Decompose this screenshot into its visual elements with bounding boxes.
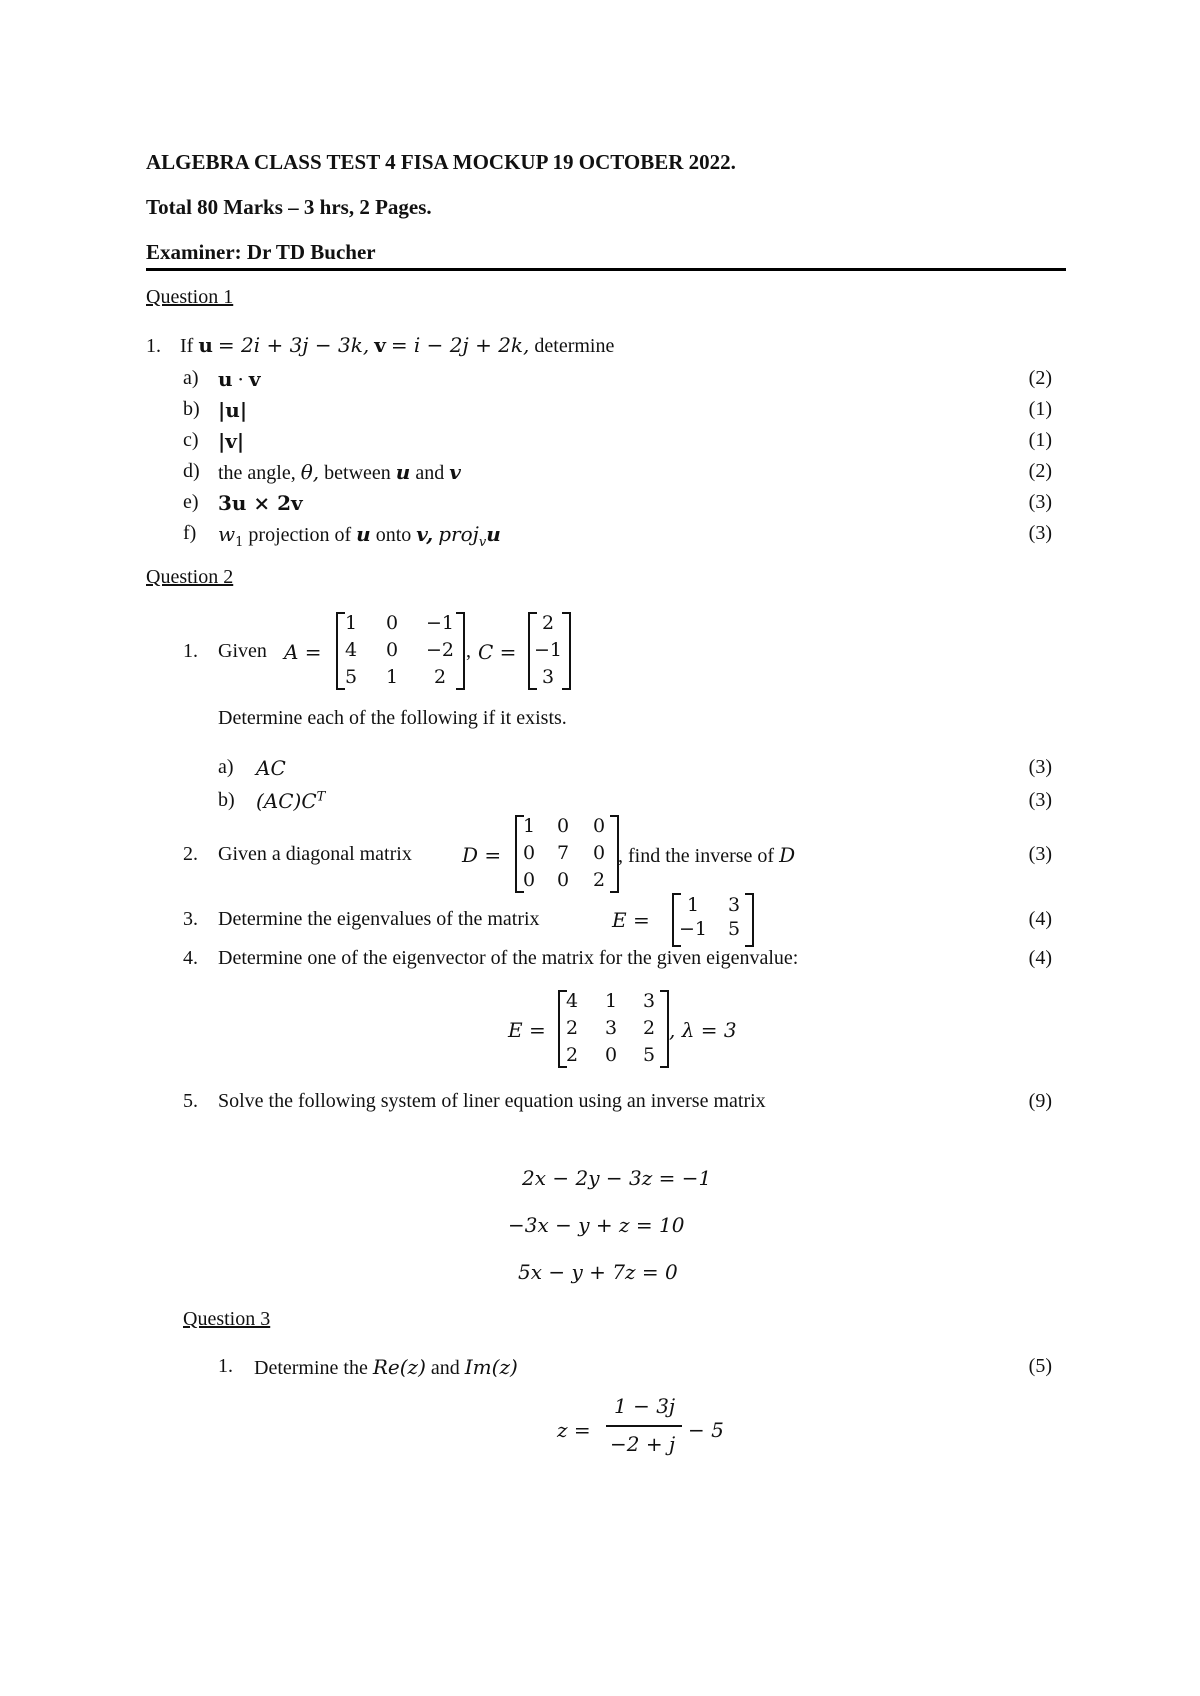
q2-5-text: Solve the following system of liner equation using an inverse matrix: [218, 1090, 766, 1112]
q2-1a-expr: AC: [256, 756, 286, 780]
q1-d-text2: between: [324, 462, 391, 484]
q1-a-expr: [218, 367, 261, 392]
matrix-D-cell: 1: [522, 815, 536, 837]
q3-1-and: and: [430, 1357, 460, 1379]
q1-e-mark: (3): [1028, 491, 1052, 513]
matrix-E3-cell: 4: [565, 990, 579, 1012]
q2-1-given: Given: [218, 640, 267, 662]
q1-u-def: = 2i + 3j − 3k,: [217, 333, 370, 357]
matrix-C-cell: 3: [541, 666, 555, 688]
matrix-D-cell: 0: [556, 815, 570, 837]
header-rule: [146, 268, 1066, 271]
exam-title: ALGEBRA CLASS TEST 4 FISA MOCKUP 19 OCTOBER 2022.: [146, 150, 736, 174]
q1-f-proj: proj: [438, 522, 479, 546]
matrix-E2-cell: 5: [727, 918, 741, 940]
matrix-A-right-bracket: [456, 612, 465, 690]
q1-f-w-sub: 1: [235, 535, 244, 550]
matrix-D-cell: 2: [592, 869, 606, 891]
matrix-A-cell: −2: [425, 639, 454, 661]
q1-f-u2: u: [486, 522, 501, 546]
q1-u: u: [198, 333, 213, 357]
q1-a-v: v: [248, 367, 261, 391]
q1-c-label: c): [183, 429, 199, 451]
q1-c-mark: (1): [1028, 429, 1052, 451]
q2-1-C-label: C =: [478, 640, 517, 664]
q1-b-label: b): [183, 398, 200, 420]
q2-1b-mark: (3): [1028, 789, 1052, 811]
q2-2-D2: D: [779, 843, 796, 867]
q2-4-E-label: E =: [508, 1018, 546, 1042]
q2-5-mark: (9): [1028, 1090, 1052, 1112]
matrix-D-cell: 0: [592, 815, 606, 837]
matrix-E3-cell: 2: [565, 1044, 579, 1066]
q2-2-text2-label: , find the inverse of: [618, 845, 775, 867]
matrix-E3-cell: 0: [604, 1044, 618, 1066]
q1-d-expr: [218, 460, 461, 485]
q1-f-w: w: [218, 522, 236, 546]
q2-1-determine: Determine each of the following if it exists.: [218, 707, 567, 729]
q1-v-def: = i − 2j + 2k,: [390, 333, 530, 357]
z-fraction-bar: [606, 1425, 682, 1427]
q2-1-num: 1.: [183, 640, 198, 662]
q2-2-text1: Given a diagonal matrix: [218, 843, 412, 865]
z-numerator: 1 − 3j: [614, 1394, 676, 1418]
q1-if: If: [180, 335, 194, 357]
q2-1b-expr: [256, 789, 325, 813]
matrix-E3-right-bracket: [660, 990, 669, 1068]
matrix-D-cell: 0: [592, 842, 606, 864]
q3-1-re: Re(z): [372, 1355, 426, 1379]
q1-d-theta: θ,: [300, 460, 320, 484]
matrix-A-cell: 1: [344, 612, 358, 634]
matrix-E2-cell: 1: [686, 894, 700, 916]
q1-b-mark: (1): [1028, 398, 1052, 420]
q1-f-expr: [218, 522, 501, 550]
matrix-A-cell: 4: [344, 639, 358, 661]
matrix-C-cell: 2: [541, 612, 555, 634]
equation-3: 5x − y + 7z = 0: [518, 1260, 678, 1284]
q3-1-num: 1.: [218, 1355, 233, 1377]
z-tail: − 5: [688, 1418, 724, 1442]
q2-4-mark: (4): [1028, 947, 1052, 969]
q1-num: 1.: [146, 335, 161, 357]
q1-b-expr: |u|: [218, 398, 248, 422]
q1-d-text3: and: [415, 462, 445, 484]
question-1-heading: Question 1: [146, 286, 234, 308]
q2-4-text: Determine one of the eigenvector of the matrix for the given eigenvalue:: [218, 947, 799, 969]
q1-f-label: f): [183, 522, 197, 544]
equation-2: −3x − y + z = 10: [508, 1213, 685, 1237]
matrix-C-right-bracket: [562, 612, 571, 690]
q2-3-E-label: E =: [612, 908, 650, 932]
matrix-E3-cell: 2: [642, 1017, 656, 1039]
question-2-heading: Question 2: [146, 566, 234, 588]
q1-d-text1: the angle,: [218, 462, 296, 484]
matrix-D-cell: 0: [522, 869, 536, 891]
matrix-A-cell: 0: [385, 612, 399, 634]
q1-f-text1: projection of: [248, 524, 352, 546]
q2-1-A-label: A =: [284, 640, 322, 664]
matrix-E3-cell: 3: [642, 990, 656, 1012]
matrix-E2-cell: −1: [678, 918, 707, 940]
q2-1a-label: a): [218, 756, 234, 778]
matrix-A-cell: 0: [385, 639, 399, 661]
q2-1b-label: b): [218, 789, 235, 811]
q1-d-label: d): [183, 460, 200, 482]
q1-a-u: u: [218, 367, 233, 391]
matrix-E3-cell: 5: [642, 1044, 656, 1066]
q1-f-proj-sub: v: [478, 535, 487, 550]
q1-a-label: a): [183, 367, 199, 389]
q2-1-comma: ,: [466, 640, 471, 662]
q2-3-text: Determine the eigenvalues of the matrix: [218, 908, 540, 930]
q2-4-lambda: , λ = 3: [669, 1018, 737, 1042]
q1-e-expr: 3u × 2v: [218, 491, 303, 515]
q2-2-mark: (3): [1028, 843, 1052, 865]
exam-total: Total 80 Marks – 3 hrs, 2 Pages.: [146, 195, 432, 219]
q2-1a-mark: (3): [1028, 756, 1052, 778]
q1-a-mark: (2): [1028, 367, 1052, 389]
matrix-E2-right-bracket: [745, 893, 754, 947]
q2-2-num: 2.: [183, 843, 198, 865]
q2-2-text2: [618, 843, 795, 868]
matrix-E3-cell: 3: [604, 1017, 618, 1039]
q1-d-u: u: [395, 460, 411, 484]
matrix-D-cell: 0: [556, 869, 570, 891]
q1-determine: determine: [534, 335, 615, 357]
q1-f-mark: (3): [1028, 522, 1052, 544]
matrix-A-cell: 5: [344, 666, 358, 688]
examiner: Examiner: Dr TD Bucher: [146, 240, 376, 264]
q2-4-num: 4.: [183, 947, 198, 969]
z-lhs: z =: [557, 1418, 591, 1442]
matrix-E3-cell: 1: [604, 990, 618, 1012]
matrix-C-cell: −1: [533, 639, 562, 661]
matrix-A-cell: 1: [385, 666, 399, 688]
question-3-heading: Question 3: [183, 1308, 271, 1330]
equation-1: 2x − 2y − 3z = −1: [522, 1166, 712, 1190]
matrix-D-cell: 0: [522, 842, 536, 864]
q1-f-text2: onto: [375, 524, 412, 546]
q1-a-dot: ·: [237, 367, 244, 391]
q1-v: v: [374, 333, 386, 357]
q1-d-v: v: [449, 460, 461, 484]
matrix-E3-cell: 2: [565, 1017, 579, 1039]
q1-intro: [146, 333, 614, 358]
q2-2-D-label: D =: [462, 843, 502, 867]
matrix-D-cell: 7: [556, 842, 570, 864]
q2-1b-base: (AC)C: [256, 789, 317, 813]
q1-d-mark: (2): [1028, 460, 1052, 482]
q3-1-text1: Determine the: [254, 1357, 368, 1379]
q1-f-u: u: [356, 522, 371, 546]
q3-1-mark: (5): [1028, 1355, 1052, 1377]
matrix-A-cell: 2: [433, 666, 447, 688]
q3-1-text: [254, 1355, 518, 1380]
matrix-A-cell: −1: [425, 612, 454, 634]
q3-1-im: Im(z): [464, 1355, 518, 1379]
q1-c-expr: |v|: [218, 429, 245, 453]
q2-3-num: 3.: [183, 908, 198, 930]
q1-f-v: v,: [416, 522, 434, 546]
q2-1b-sup: T: [316, 789, 326, 805]
q2-3-mark: (4): [1028, 908, 1052, 930]
matrix-E2-cell: 3: [727, 894, 741, 916]
q1-e-label: e): [183, 491, 199, 513]
z-denominator: −2 + j: [610, 1432, 676, 1456]
q2-5-num: 5.: [183, 1090, 198, 1112]
